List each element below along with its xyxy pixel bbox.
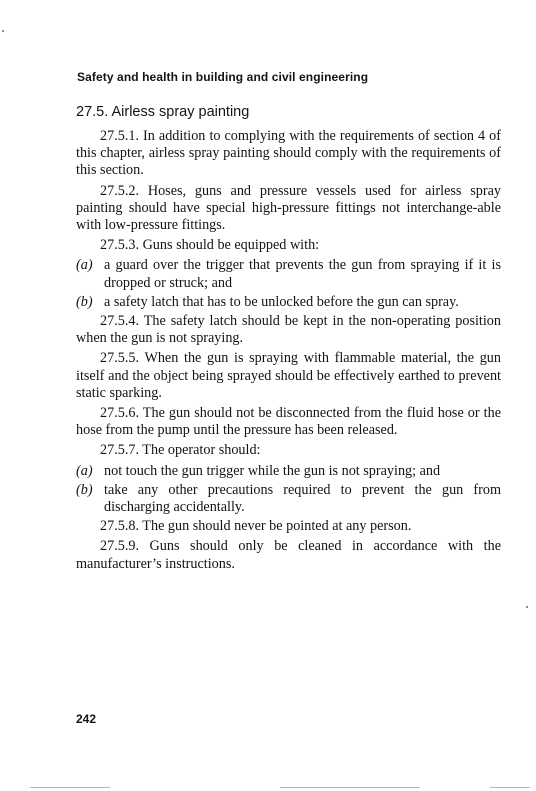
list-item-text: not touch the gun trigger while the gun is not spraying; and	[104, 462, 441, 479]
list-item-a	[76, 257, 501, 291]
list-item-b	[76, 482, 501, 516]
scan-edge-line	[30, 787, 110, 788]
scan-speck	[526, 606, 528, 608]
list-item-text: take any other precautions required to prevent the gun from discharging accidentally.	[104, 481, 501, 516]
list-marker: (a)	[76, 257, 93, 274]
running-head: Safety and health in building and civil engineering	[77, 70, 369, 84]
paragraph-27-5-5: 27.5.5. When the gun is spraying with flammable material, the gun itself and the object being sprayed should be effectively earthed to prevent static sparking.	[76, 350, 501, 401]
paragraph-27-5-1: 27.5.1. In addition to complying with the requirements of section 4 of this chapter, airless spray painting should comply with the requirements of this section.	[76, 128, 501, 179]
section-title: 27.5. Airless spray painting	[76, 104, 250, 120]
list-marker: (a)	[76, 462, 93, 479]
paragraph-27-5-3: 27.5.3. Guns should be equipped with:	[100, 237, 320, 254]
paragraph-27-5-4: 27.5.4. The safety latch should be kept in the non-operating position when the gun is not spraying.	[76, 313, 501, 347]
list-item-a	[76, 463, 501, 480]
list-item-b	[76, 294, 501, 311]
paragraph-27-5-9: 27.5.9. Guns should only be cleaned in accordance with the manufacturer’s instructions.	[76, 538, 501, 572]
paragraph-27-5-8: 27.5.8. The gun should never be pointed at any person.	[100, 518, 412, 535]
page-number: 242	[76, 712, 97, 726]
scan-edge-line	[280, 787, 420, 788]
list-item-text: a guard over the trigger that prevents the gun from spraying if it is dropped or struck; and	[104, 257, 501, 291]
scan-edge-line	[490, 787, 530, 788]
section-body	[76, 128, 501, 576]
list-item-text: a safety latch that has to be unlocked before the gun can spray.	[104, 293, 459, 310]
scan-speck	[2, 30, 4, 32]
paragraph-27-5-6: 27.5.6. The gun should not be disconnected from the fluid hose or the hose from the pump until the pressure has been released.	[76, 405, 501, 439]
paragraph-27-5-7: 27.5.7. The operator should:	[100, 442, 261, 459]
paragraph-27-5-2: 27.5.2. Hoses, guns and pressure vessels used for airless spray painting should have special high-pressure fittings not interchange-able with low-pressure fittings.	[76, 182, 501, 234]
list-marker: (b)	[76, 293, 93, 310]
list-marker: (b)	[76, 481, 93, 498]
